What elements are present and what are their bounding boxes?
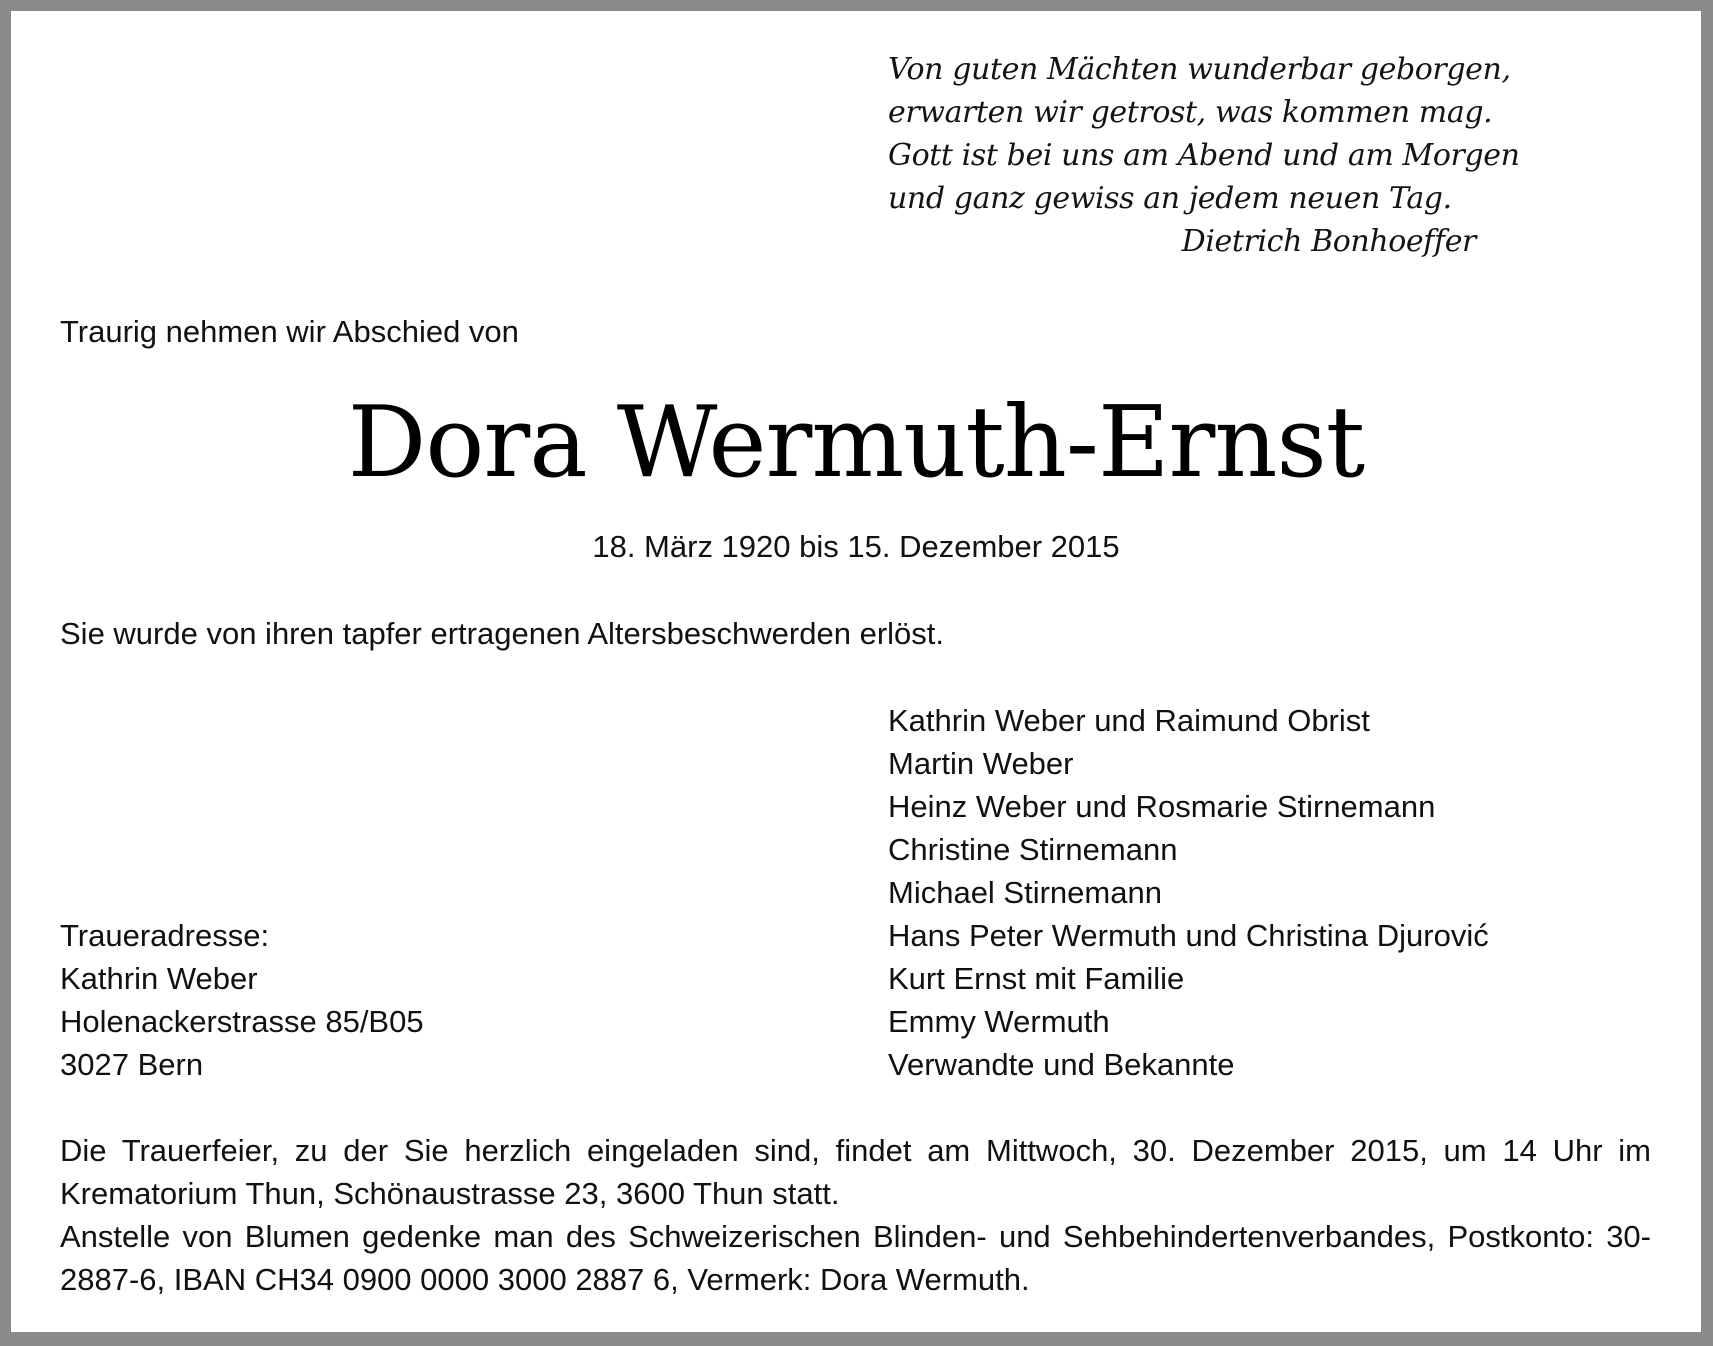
- mourner-item: Verwandte und Bekannte: [888, 1047, 1235, 1082]
- mourner-item: Emmy Wermuth: [888, 1004, 1110, 1039]
- address-city: 3027 Bern: [60, 1047, 204, 1082]
- mourner-item: Hans Peter Wermuth und Christina Djurović: [888, 918, 1489, 953]
- mourner-item: Kurt Ernst mit Familie: [888, 961, 1185, 996]
- relief-statement: Sie wurde von ihren tapfer ertragenen Altersbeschwerden erlöst.: [60, 616, 944, 651]
- address-street: Holenackerstrasse 85/B05: [60, 1004, 424, 1039]
- address-heading: Traueradresse:: [60, 918, 270, 953]
- quote-line: Gott ist bei uns am Abend und am Morgen: [888, 138, 1520, 173]
- bonhoeffer-quote: [888, 48, 1520, 263]
- ceremony-text: Die Trauerfeier, zu der Sie herzlich eingeladen sind, findet am Mittwoch, 30. Dezember 2015, um 14 Uhr im Krematorium Thun, Schönaustrasse 23, 3600 Thun statt.: [60, 1133, 1651, 1211]
- quote-author: Dietrich Bonhoeffer: [1181, 224, 1476, 259]
- quote-line: und ganz gewiss an jedem neuen Tag.: [888, 181, 1452, 216]
- mourner-item: Heinz Weber und Rosmarie Stirnemann: [888, 789, 1436, 824]
- mourning-address: [60, 914, 760, 1086]
- deceased-name: Dora Wermuth-Ernst: [347, 386, 1365, 500]
- mourner-item: Michael Stirnemann: [888, 875, 1162, 910]
- mourners-list: [888, 699, 1668, 1086]
- mourner-item: Christine Stirnemann: [888, 832, 1178, 867]
- life-dates: 18. März 1920 bis 15. Dezember 2015: [592, 529, 1120, 564]
- farewell-intro: Traurig nehmen wir Abschied von: [60, 314, 519, 349]
- donation-text: Anstelle von Blumen gedenke man des Schweizerischen Blinden- und Sehbehindertenverbandes, Postkonto: 30-2887-6, IBAN CH34 0900 0000 3000 2887 6, Vermerk: Dora Wermuth.: [60, 1219, 1651, 1297]
- ceremony-notice: [60, 1129, 1651, 1301]
- quote-line: erwarten wir getrost, was kommen mag.: [888, 95, 1493, 130]
- address-name: Kathrin Weber: [60, 961, 258, 996]
- obituary-notice: [11, 11, 1701, 1332]
- quote-line: Von guten Mächten wunderbar geborgen,: [888, 52, 1511, 87]
- mourner-item: Martin Weber: [888, 746, 1074, 781]
- mourner-item: Kathrin Weber und Raimund Obrist: [888, 703, 1370, 738]
